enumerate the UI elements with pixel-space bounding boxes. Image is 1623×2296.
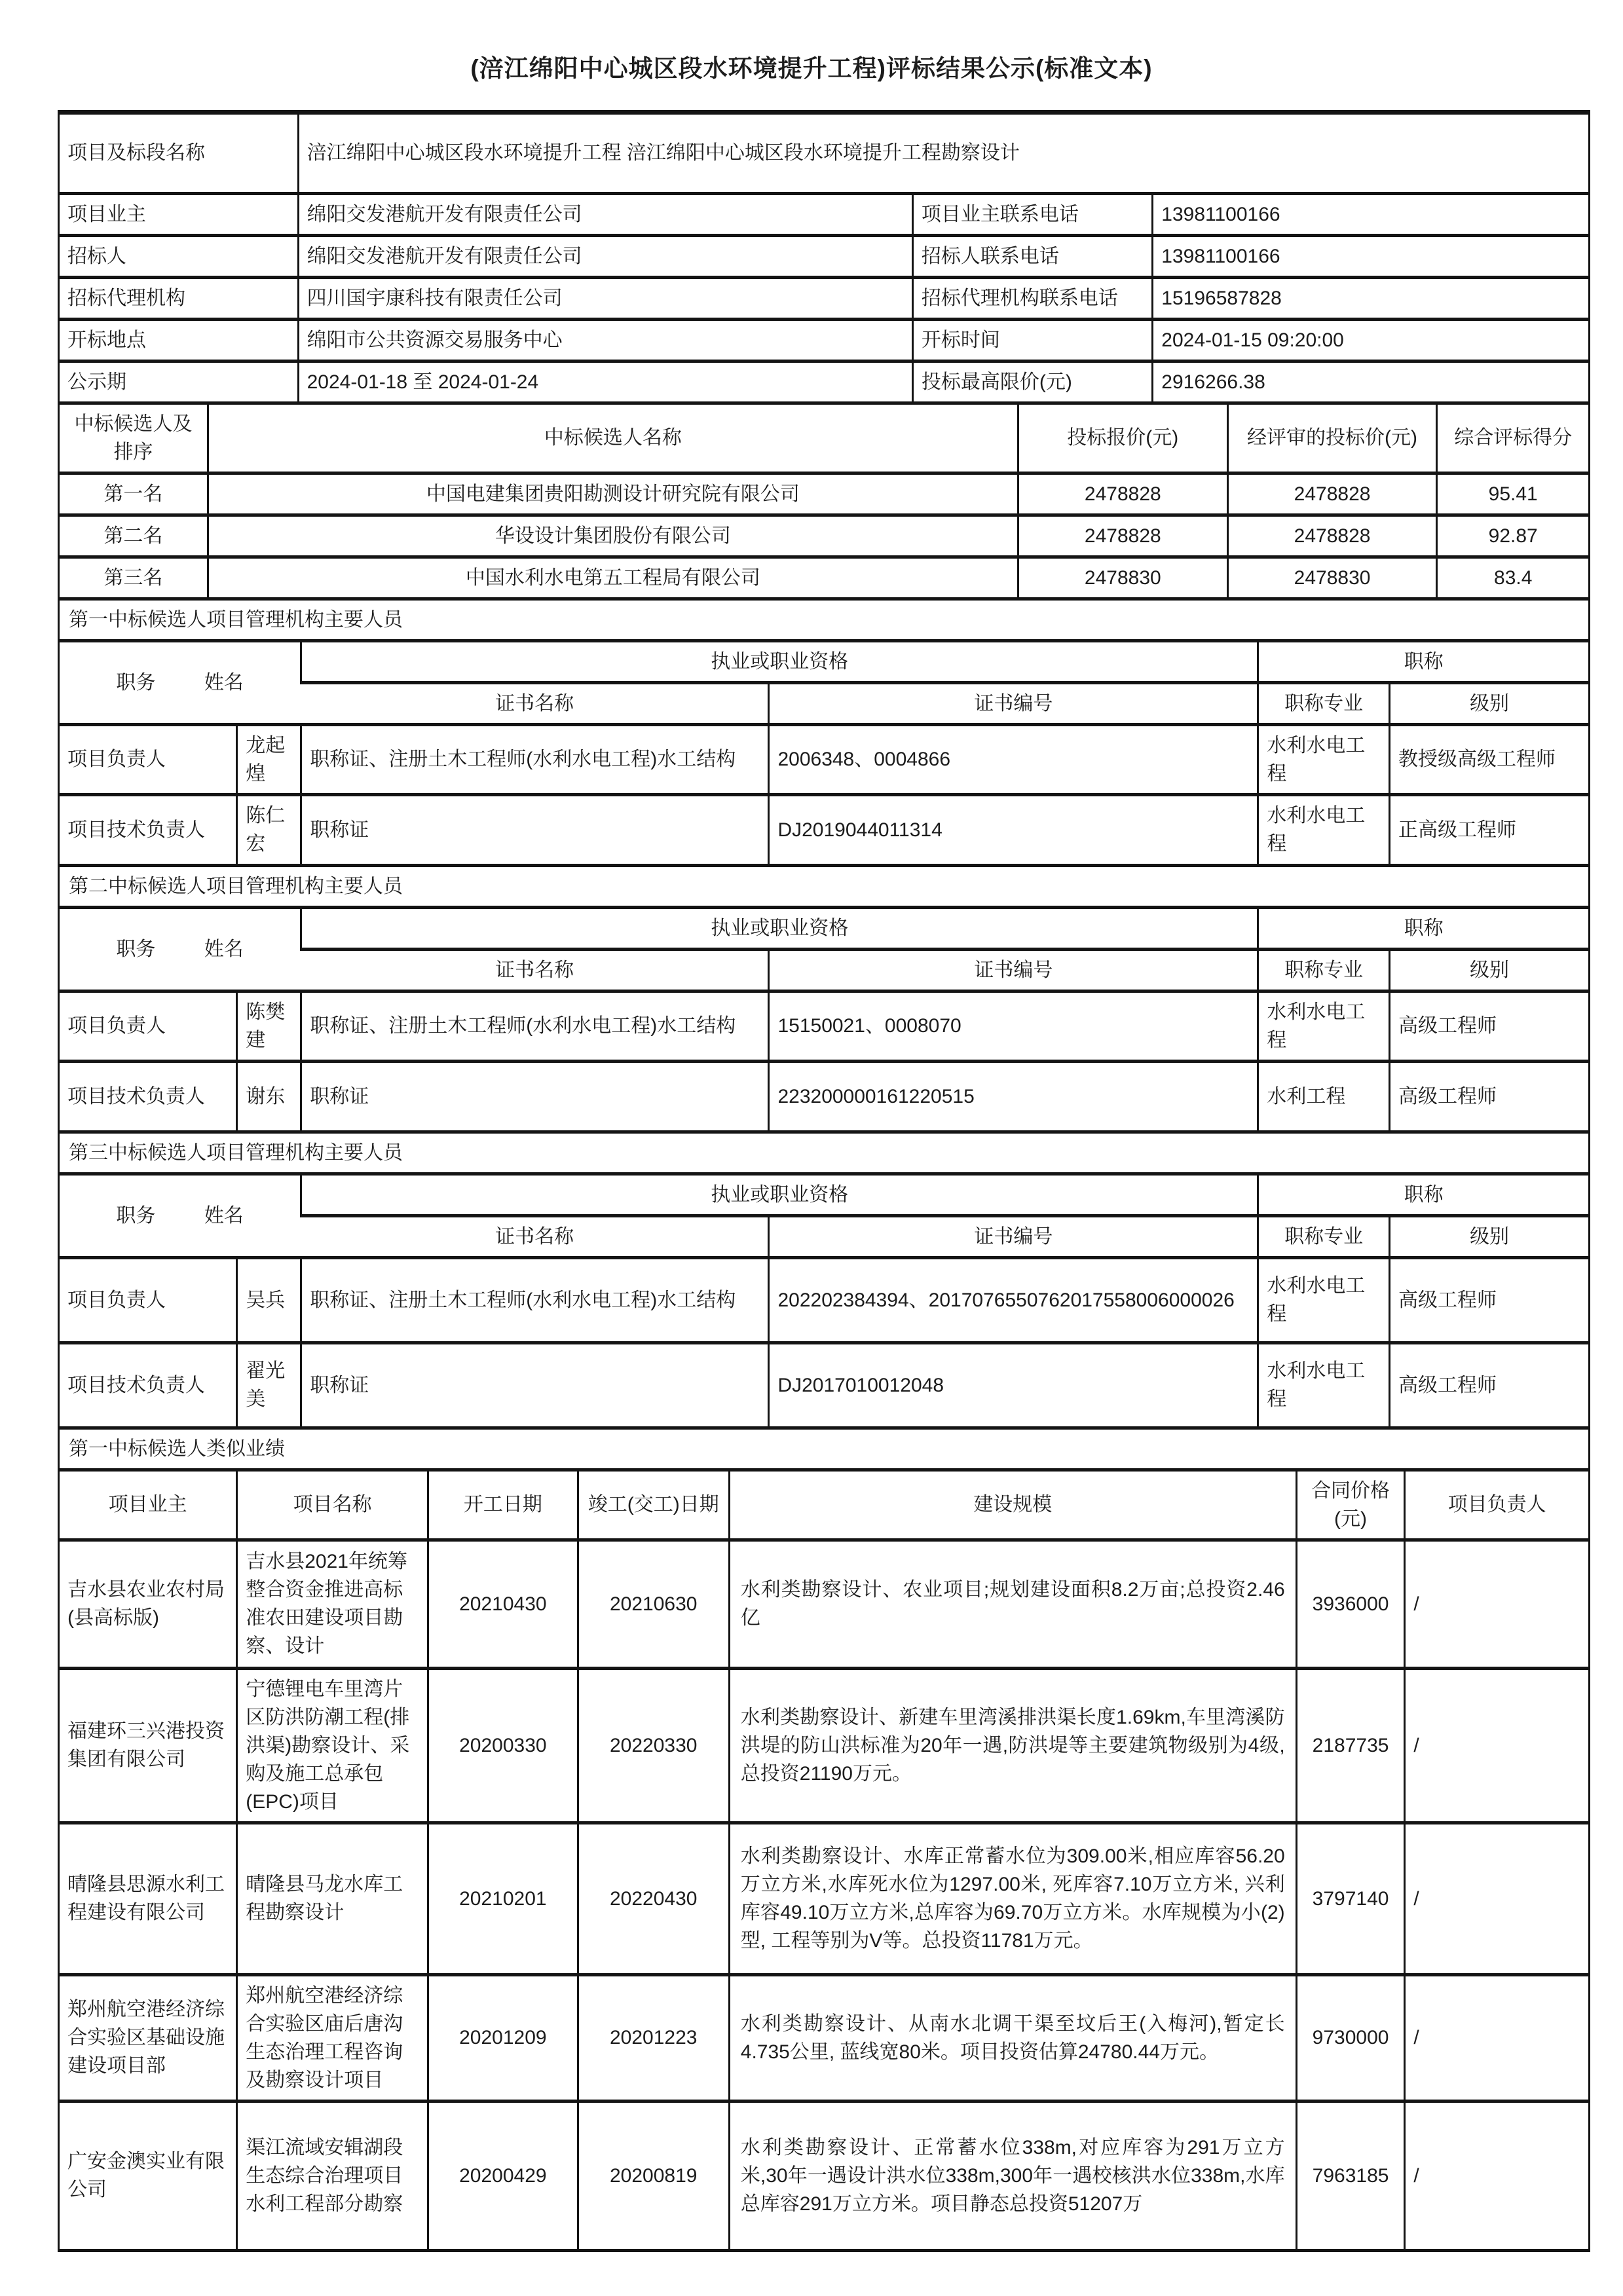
- perf-owner: 广安金澳实业有限公司: [67, 2151, 225, 2200]
- table-row: [60, 193, 1588, 235]
- info-value: 绵阳交发港航开发有限责任公司: [298, 193, 912, 235]
- perf-end-date: 20200819: [578, 2101, 729, 2250]
- column-header: 姓名: [204, 1204, 244, 1227]
- person-title-major: 水利水电工程: [1258, 1257, 1390, 1342]
- perf-manager: /: [1405, 1668, 1588, 1823]
- person-name: 龙起煌: [237, 724, 301, 794]
- candidate-name: 中国电建集团贵阳勘测设计研究院有限公司: [208, 473, 1018, 515]
- info-label: 项目及标段名称: [67, 142, 205, 164]
- column-header: 级别: [1390, 1215, 1588, 1257]
- person-name: 翟光美: [237, 1342, 301, 1428]
- candidate-bid: 2478828: [1018, 515, 1227, 557]
- perf-price: 2187735: [1296, 1668, 1405, 1823]
- personnel-row: [60, 724, 1588, 794]
- column-header: 投标报价(元): [1018, 405, 1227, 473]
- column-header-duty-name: [60, 907, 301, 991]
- person-position: 项目技术负责人: [67, 1374, 205, 1396]
- column-header: 项目负责人: [1405, 1470, 1588, 1540]
- candidate-bid: 2478828: [1018, 473, 1227, 515]
- person-cert-no: 2006348、0004866: [769, 724, 1258, 794]
- info-label: 招标人联系电话: [912, 235, 1152, 277]
- personnel-row: [60, 1342, 1588, 1428]
- performance-row: [60, 1823, 1588, 1974]
- column-header: 职称: [1258, 1174, 1588, 1215]
- person-title-major: 水利水电工程: [1258, 724, 1390, 794]
- person-cert-name: 职称证: [301, 1342, 769, 1428]
- column-header: 职务: [116, 671, 156, 694]
- candidate-score: 95.41: [1437, 473, 1588, 515]
- column-header: 证书名称: [495, 1225, 574, 1248]
- column-header: 项目业主: [108, 1494, 187, 1515]
- candidate-rank: 第二名: [103, 525, 163, 547]
- info-label: 开标地点: [67, 329, 146, 351]
- perf-end-date: 20201223: [578, 1974, 729, 2101]
- perf-start-date: 20200330: [428, 1668, 578, 1823]
- person-name: 陈仁宏: [237, 794, 301, 865]
- info-label: 公示期: [67, 371, 126, 393]
- perf-end-date: 20210630: [578, 1540, 729, 1668]
- column-header: 职称: [1258, 640, 1588, 682]
- personnel-table-second: [60, 867, 1588, 1134]
- candidate-name: 华设设计集团股份有限公司: [208, 515, 1018, 557]
- page-title: (涪江绵阳中心城区段水环境提升工程)评标结果公示(标准文本): [470, 55, 1153, 82]
- person-cert-no: DJ2017010012048: [769, 1342, 1258, 1428]
- candidate-name: 中国水利水电第五工程局有限公司: [208, 557, 1018, 599]
- perf-scale: 水利类勘察设计、正常蓄水位338m,对应库容为291万立方米,30年一遇设计洪水位338m,300年一遇校核洪水位338m,水库总库容291万立方米。项目静态总投资51207万: [729, 2101, 1296, 2250]
- perf-end-date: 20220430: [578, 1823, 729, 1974]
- person-title-level: 正高级工程师: [1390, 794, 1588, 865]
- perf-manager: /: [1405, 2101, 1588, 2250]
- person-title-major: 水利水电工程: [1258, 794, 1390, 865]
- person-cert-name: 职称证、注册土木工程师(水利水电工程)水工结构: [301, 1257, 769, 1342]
- person-cert-no: 223200000161220515: [769, 1061, 1258, 1132]
- candidate-score: 92.87: [1437, 515, 1588, 557]
- personnel-row: [60, 1061, 1588, 1132]
- info-value: 四川国宇康科技有限责任公司: [298, 277, 912, 319]
- column-header: 合同价格(元): [1296, 1470, 1405, 1540]
- column-header: 证书编号: [769, 949, 1258, 991]
- performance-row: [60, 1668, 1588, 1823]
- column-header: 执业或职业资格: [301, 907, 1258, 949]
- column-header-duty-name: [60, 1174, 301, 1257]
- person-title-level: 教授级高级工程师: [1390, 724, 1588, 794]
- person-cert-no: 15150021、0008070: [769, 991, 1258, 1061]
- person-position: 项目技术负责人: [67, 1085, 205, 1107]
- candidates-table: [60, 405, 1588, 601]
- perf-start-date: 20200429: [428, 2101, 578, 2250]
- person-cert-name: 职称证、注册土木工程师(水利水电工程)水工结构: [301, 724, 769, 794]
- perf-scale: 水利类勘察设计、新建车里湾溪排洪渠长度1.69km,车里湾溪防洪堤的防山洪标准为20年一遇,防洪堤等主要建筑物级别为4级,总投资21190万元。: [729, 1668, 1296, 1823]
- perf-project: 宁德锂电车里湾片区防洪防潮工程(排洪渠)勘察设计、采购及施工总承包(EPC)项目: [237, 1668, 428, 1823]
- column-header: 执业或职业资格: [301, 640, 1258, 682]
- column-header: 职务: [116, 1204, 156, 1227]
- info-label: 项目业主: [67, 203, 146, 225]
- info-value: 2916266.38: [1153, 361, 1588, 403]
- column-header: 姓名: [204, 938, 244, 960]
- column-header: 经评审的投标价(元): [1227, 405, 1437, 473]
- column-header: 中标候选人名称: [208, 405, 1018, 473]
- person-position: 项目负责人: [67, 749, 166, 770]
- perf-project: 郑州航空港经济综合实验区庙后唐沟生态治理工程咨询及勘察设计项目: [237, 1974, 428, 2101]
- info-value: 2024-01-15 09:20:00: [1153, 319, 1588, 361]
- table-header-row: [60, 1470, 1588, 1540]
- candidate-bid: 2478830: [1018, 557, 1227, 599]
- perf-project: 渠江流域安辑湖段生态综合治理项目水利工程部分勘察: [237, 2101, 428, 2250]
- column-header: 证书编号: [769, 682, 1258, 724]
- column-header: 项目名称: [237, 1470, 428, 1540]
- table-row: [60, 361, 1588, 403]
- section-title: 第二中标候选人项目管理机构主要人员: [69, 875, 403, 897]
- performance-row: [60, 2101, 1588, 2250]
- perf-price: 7963185: [1296, 2101, 1405, 2250]
- section-title: 第一中标候选人类似业绩: [69, 1437, 285, 1460]
- perf-scale: 水利类勘察设计、从南水北调干渠至坟后王(入梅河),暂定长4.735公里, 蓝线宽80米。项目投资估算24780.44万元。: [729, 1974, 1296, 2101]
- candidate-evaluated-bid: 2478828: [1227, 473, 1437, 515]
- perf-owner: 福建环三兴港投资集团有限公司: [67, 1720, 225, 1770]
- column-header: 姓名: [204, 671, 244, 694]
- info-label: 招标代理机构: [67, 287, 185, 309]
- table-header-row: [60, 640, 1588, 682]
- candidate-evaluated-bid: 2478828: [1227, 515, 1437, 557]
- personnel-table-first: [60, 601, 1588, 867]
- perf-owner: 郑州航空港经济综合实验区基础设施建设项目部: [67, 1999, 225, 2077]
- performance-row: [60, 1974, 1588, 2101]
- info-label: 项目业主联系电话: [912, 193, 1152, 235]
- info-label: 招标代理机构联系电话: [912, 277, 1152, 319]
- info-label: 招标人: [67, 245, 126, 267]
- table-header-row: [60, 405, 1588, 473]
- perf-project: 吉水县2021年统筹整合资金推进高标准农田建设项目勘察、设计: [237, 1540, 428, 1668]
- info-value: 绵阳市公共资源交易服务中心: [298, 319, 912, 361]
- section-title-row: [60, 867, 1588, 908]
- column-header-duty-name: [60, 640, 301, 724]
- person-title-level: 高级工程师: [1390, 1342, 1588, 1428]
- person-title-level: 高级工程师: [1390, 991, 1588, 1061]
- column-header: 建设规模: [729, 1470, 1296, 1540]
- person-title-major: 水利水电工程: [1258, 1342, 1390, 1428]
- info-value: 13981100166: [1153, 235, 1588, 277]
- person-name: 吴兵: [237, 1257, 301, 1342]
- perf-manager: /: [1405, 1974, 1588, 2101]
- column-header: 证书名称: [495, 959, 574, 981]
- personnel-row: [60, 794, 1588, 865]
- perf-end-date: 20220330: [578, 1668, 729, 1823]
- table-row: [60, 235, 1588, 277]
- perf-project: 晴隆县马龙水库工程勘察设计: [237, 1823, 428, 1974]
- column-header: 职称专业: [1258, 1215, 1390, 1257]
- table-header-row: [60, 1174, 1588, 1215]
- column-header: 证书编号: [769, 1215, 1258, 1257]
- perf-manager: /: [1405, 1540, 1588, 1668]
- personnel-row: [60, 991, 1588, 1061]
- table-header-row: [60, 907, 1588, 949]
- column-header: 级别: [1390, 949, 1588, 991]
- candidate-rank: 第一名: [103, 483, 163, 505]
- column-header: 开工日期: [428, 1470, 578, 1540]
- column-header: 职称专业: [1258, 949, 1390, 991]
- column-header: 中标候选人及排序: [74, 413, 193, 463]
- perf-scale: 水利类勘察设计、水库正常蓄水位为309.00米,相应库容56.20万立方米,水库死水位为1297.00米, 死库容7.10万立方米, 兴利库容49.10万立方米,总库容为69.70万立方米。水库规模为小(2)型, 工程等别为V等。总投资11781万元。: [729, 1823, 1296, 1974]
- personnel-table-third: [60, 1134, 1588, 1430]
- info-value: 15196587828: [1153, 277, 1588, 319]
- info-value: 13981100166: [1153, 193, 1588, 235]
- person-name: 陈樊建: [237, 991, 301, 1061]
- column-header: 执业或职业资格: [301, 1174, 1258, 1215]
- perf-start-date: 20201209: [428, 1974, 578, 2101]
- section-title-row: [60, 1134, 1588, 1174]
- section-title: 第一中标候选人项目管理机构主要人员: [69, 608, 403, 631]
- person-cert-no: DJ2019044011314: [769, 794, 1258, 865]
- person-title-level: 高级工程师: [1390, 1061, 1588, 1132]
- performance-row: [60, 1540, 1588, 1668]
- column-header: 级别: [1390, 682, 1588, 724]
- candidate-row: [60, 557, 1588, 599]
- person-title-major: 水利水电工程: [1258, 991, 1390, 1061]
- perf-price: 9730000: [1296, 1974, 1405, 2101]
- info-value: 2024-01-18 至 2024-01-24: [298, 361, 912, 403]
- column-header: 竣工(交工)日期: [578, 1470, 729, 1540]
- column-header: 职称专业: [1258, 682, 1390, 724]
- section-title-row: [60, 1430, 1588, 1470]
- person-cert-no: 202202384394、2017076550762017558006000026: [769, 1257, 1258, 1342]
- person-name: 谢东: [237, 1061, 301, 1132]
- section-title-row: [60, 601, 1588, 641]
- personnel-row: [60, 1257, 1588, 1342]
- person-cert-name: 职称证: [301, 1061, 769, 1132]
- info-label: 投标最高限价(元): [912, 361, 1152, 403]
- person-position: 项目负责人: [67, 1015, 166, 1037]
- perf-scale: 水利类勘察设计、农业项目;规划建设面积8.2万亩;总投资2.46亿: [729, 1540, 1296, 1668]
- column-header: 职务: [116, 938, 156, 960]
- person-cert-name: 职称证: [301, 794, 769, 865]
- perf-manager: /: [1405, 1823, 1588, 1974]
- person-title-major: 水利工程: [1258, 1061, 1390, 1132]
- candidate-rank: 第三名: [103, 566, 163, 589]
- perf-price: 3936000: [1296, 1540, 1405, 1668]
- person-title-level: 高级工程师: [1390, 1257, 1588, 1342]
- column-header: 综合评标得分: [1437, 405, 1588, 473]
- section-title: 第三中标候选人项目管理机构主要人员: [69, 1141, 403, 1164]
- document-tables: [58, 110, 1590, 2252]
- perf-owner: 吉水县农业农村局(县高标版): [67, 1579, 225, 1629]
- perf-price: 3797140: [1296, 1823, 1405, 1974]
- person-position: 项目负责人: [67, 1289, 166, 1311]
- table-row: [60, 115, 1588, 193]
- project-info-table: [60, 115, 1588, 405]
- performance-table: [60, 1430, 1588, 2252]
- column-header: 证书名称: [495, 692, 574, 714]
- candidate-evaluated-bid: 2478830: [1227, 557, 1437, 599]
- table-row: [60, 319, 1588, 361]
- person-position: 项目技术负责人: [67, 819, 205, 841]
- perf-start-date: 20210430: [428, 1540, 578, 1668]
- candidate-score: 83.4: [1437, 557, 1588, 599]
- column-header: 职称: [1258, 907, 1588, 949]
- info-value: 涪江绵阳中心城区段水环境提升工程 涪江绵阳中心城区段水环境提升工程勘察设计: [298, 115, 1588, 193]
- table-row: [60, 277, 1588, 319]
- perf-start-date: 20210201: [428, 1823, 578, 1974]
- perf-owner: 晴隆县思源水利工程建设有限公司: [67, 1874, 225, 1923]
- info-value: 绵阳交发港航开发有限责任公司: [298, 235, 912, 277]
- info-label: 开标时间: [912, 319, 1152, 361]
- candidate-row: [60, 515, 1588, 557]
- candidate-row: [60, 473, 1588, 515]
- person-cert-name: 职称证、注册土木工程师(水利水电工程)水工结构: [301, 991, 769, 1061]
